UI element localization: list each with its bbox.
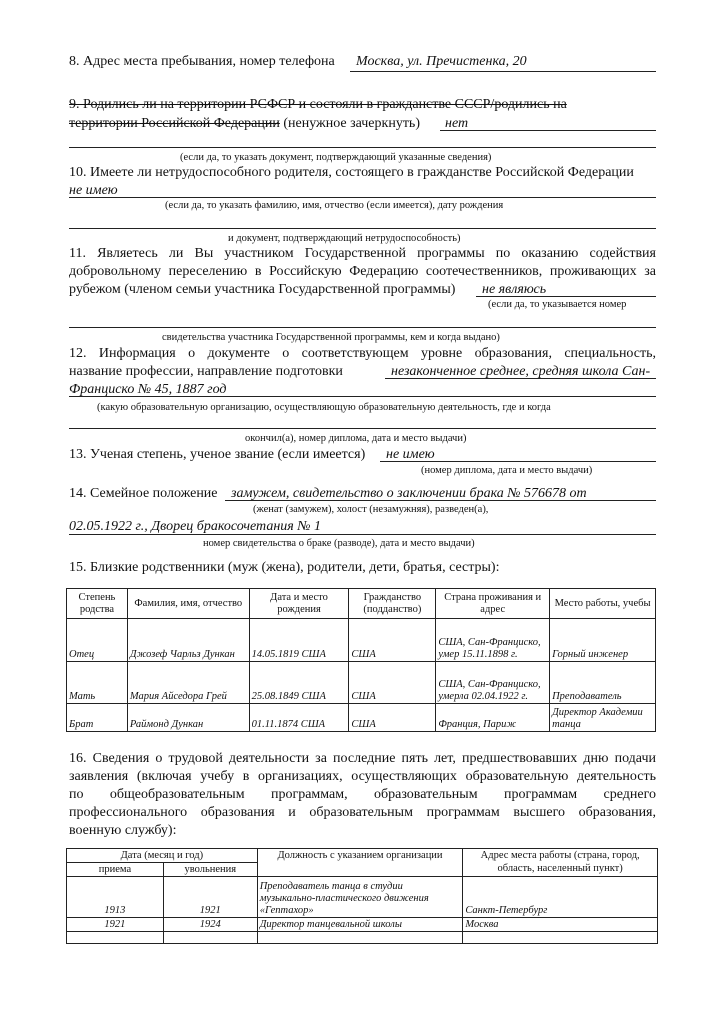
q9-underline-2 (69, 147, 656, 148)
work-header-end: увольнения (163, 863, 257, 877)
work-header-position: Должность с указанием организации (257, 849, 463, 877)
q10-underline-2 (69, 228, 656, 229)
table-cell: Преподаватель (550, 662, 656, 704)
q11-line3: рубежом (членом семьи участника Государственной программы) (69, 282, 456, 297)
q10-value: не имею (69, 183, 118, 198)
q14-label: 14. Семейное положение (69, 486, 218, 501)
table-cell: 25.08.1849 США (249, 662, 349, 704)
q16-line4: профессионального образования и образовательным программам высшего образования, (69, 805, 656, 820)
q10-underline-1 (69, 197, 656, 198)
table-cell (257, 932, 463, 944)
q9-underline-1 (440, 130, 656, 131)
table-cell: 1913 (67, 877, 164, 918)
q12-hint-1: (какую образовательную организацию, осуществляющую образовательную деятельность, где и когда (97, 402, 551, 413)
table-cell (163, 932, 257, 944)
q13-hint: (номер диплома, дата и место выдачи) (421, 465, 593, 476)
work-header-address: Адрес места работы (страна, город, область, населенный пункт) (463, 849, 658, 877)
q12-underline-1 (385, 378, 656, 379)
rel-header-name: Фамилия, имя, отчество (127, 589, 249, 619)
q14-hint-1: (женат (замужем), холост (незамужняя), разведен(а), (253, 504, 489, 515)
table-row (67, 918, 658, 932)
q11-underline-1 (476, 296, 656, 297)
table-cell: Раймонд Дункан (127, 704, 249, 732)
table-cell: 1921 (67, 918, 164, 932)
q11-line2: добровольному переселению в Российскую Федерацию соотечественников, проживающих за (69, 264, 656, 279)
table-cell: 1924 (163, 918, 257, 932)
q9-line2 (69, 115, 420, 132)
q9-line1: 9. Родились ли на территории РСФСР и состояли в гражданстве СССР/родились на (69, 97, 567, 112)
q10-hint-2: и документ, подтверждающий нетрудоспособность) (228, 233, 461, 244)
work-history-table (66, 848, 658, 944)
table-cell: Директор танцевальной школы (257, 918, 463, 932)
q16-line2: заявления (включая учебу в организациях, осуществляющих образовательную деятельность (69, 769, 656, 784)
q12-line1: 12. Информация о документе о соответствующем уровне образования, специальность, (69, 346, 656, 361)
q14-value-2: 02.05.1922 г., Дворец бракосочетания № 1 (69, 519, 321, 534)
q11-line1: 11. Являетесь ли Вы участником Государственной программы по оказанию содействия (69, 246, 656, 261)
table-cell: Джозеф Чарльз Дункан (127, 619, 249, 662)
table-row (67, 704, 656, 732)
table-cell: США (349, 619, 436, 662)
work-header-date: Дата (месяц и год) (67, 849, 258, 863)
table-cell: США (349, 662, 436, 704)
q12-underline-3 (69, 428, 656, 429)
q12-value-1: незаконченное среднее, средняя школа Сан- (391, 364, 651, 379)
table-cell: Москва (463, 918, 658, 932)
q12-hint-2: окончил(а), номер диплома, дата и место выдачи) (245, 433, 467, 444)
rel-header-degree: Степень родства (67, 589, 128, 619)
rel-header-birth: Дата и место рождения (249, 589, 349, 619)
q9-value: нет (445, 116, 469, 131)
q16-line3: по общеобразовательным программам, образовательным программам среднего (69, 787, 656, 802)
table-row (67, 619, 656, 662)
table-cell: Преподаватель танца в студии музыкально-пластического движения «Гептахор» (257, 877, 463, 918)
q11-hint-2: свидетельства участника Государственной программы, кем и когда выдано) (162, 332, 500, 343)
work-header-start: приема (67, 863, 164, 877)
q8-value: Москва, ул. Пречистенка, 20 (356, 54, 527, 69)
q12-line2: название профессии, направление подготовки (69, 364, 343, 379)
q11-underline-2 (69, 327, 656, 328)
relatives-table (66, 588, 656, 732)
q9-note: (ненужное зачеркнуть) (283, 116, 420, 131)
q13-value: не имею (386, 447, 435, 462)
q16-line1: 16. Сведения о трудовой деятельности за последние пять лет, предшествовавших дню подачи (69, 751, 656, 766)
rel-header-work: Место работы, учебы (550, 589, 656, 619)
q15-label: 15. Близкие родственники (муж (жена), родители, дети, братья, сестры): (69, 560, 500, 575)
q13-label: 13. Ученая степень, ученое звание (если имеется) (69, 447, 366, 462)
table-cell: 14.05.1819 США (249, 619, 349, 662)
q11-hint-1: (если да, то указывается номер (488, 299, 627, 310)
q9-struck-text: территории Российской Федерации (69, 116, 280, 131)
q8-underline (350, 71, 656, 72)
table-cell: 1921 (163, 877, 257, 918)
table-row (67, 877, 658, 918)
table-cell: Брат (67, 704, 128, 732)
q16-line5: военную службу): (69, 823, 177, 838)
table-cell: Директор Академии танца (550, 704, 656, 732)
q9-hint: (если да, то указать документ, подтверждающий указанные сведения) (180, 152, 492, 163)
table-cell (463, 932, 658, 944)
table-cell: Мать (67, 662, 128, 704)
table-cell: Санкт-Петербург (463, 877, 658, 918)
table-cell (67, 932, 164, 944)
q14-hint-2: номер свидетельства о браке (разводе), дата и место выдачи) (203, 538, 475, 549)
table-row (67, 662, 656, 704)
q10-label: 10. Имеете ли нетрудоспособного родителя, состоящего в гражданстве Российской Федерации (69, 165, 634, 180)
rel-header-citizenship: Гражданство (подданство) (349, 589, 436, 619)
q14-value-1: замужем, свидетельство о заключении брака № 576678 от (231, 486, 587, 501)
table-cell: Мария Айседора Грей (127, 662, 249, 704)
table-cell: Горный инженер (550, 619, 656, 662)
table-cell: США, Сан-Франциско, умерла 02.04.1922 г. (436, 662, 550, 704)
table-cell: США (349, 704, 436, 732)
q12-underline-2 (69, 396, 656, 397)
q10-hint-1: (если да, то указать фамилию, имя, отчество (если имеется), дату рождения (165, 200, 504, 211)
table-row (67, 932, 658, 944)
table-cell: 01.11.1874 США (249, 704, 349, 732)
q14-underline-2 (69, 534, 656, 535)
q13-underline (380, 461, 656, 462)
table-cell: Отец (67, 619, 128, 662)
q14-underline-1 (225, 500, 656, 501)
q8-label: 8. Адрес места пребывания, номер телефона (69, 54, 335, 69)
rel-header-address: Страна проживания и адрес (436, 589, 550, 619)
q12-value-2: Франциско № 45, 1887 год (69, 382, 227, 397)
table-cell: США, Сан-Франциско, умер 15.11.1898 г. (436, 619, 550, 662)
table-cell: Франция, Париж (436, 704, 550, 732)
q11-value: не являюсь (482, 282, 547, 297)
